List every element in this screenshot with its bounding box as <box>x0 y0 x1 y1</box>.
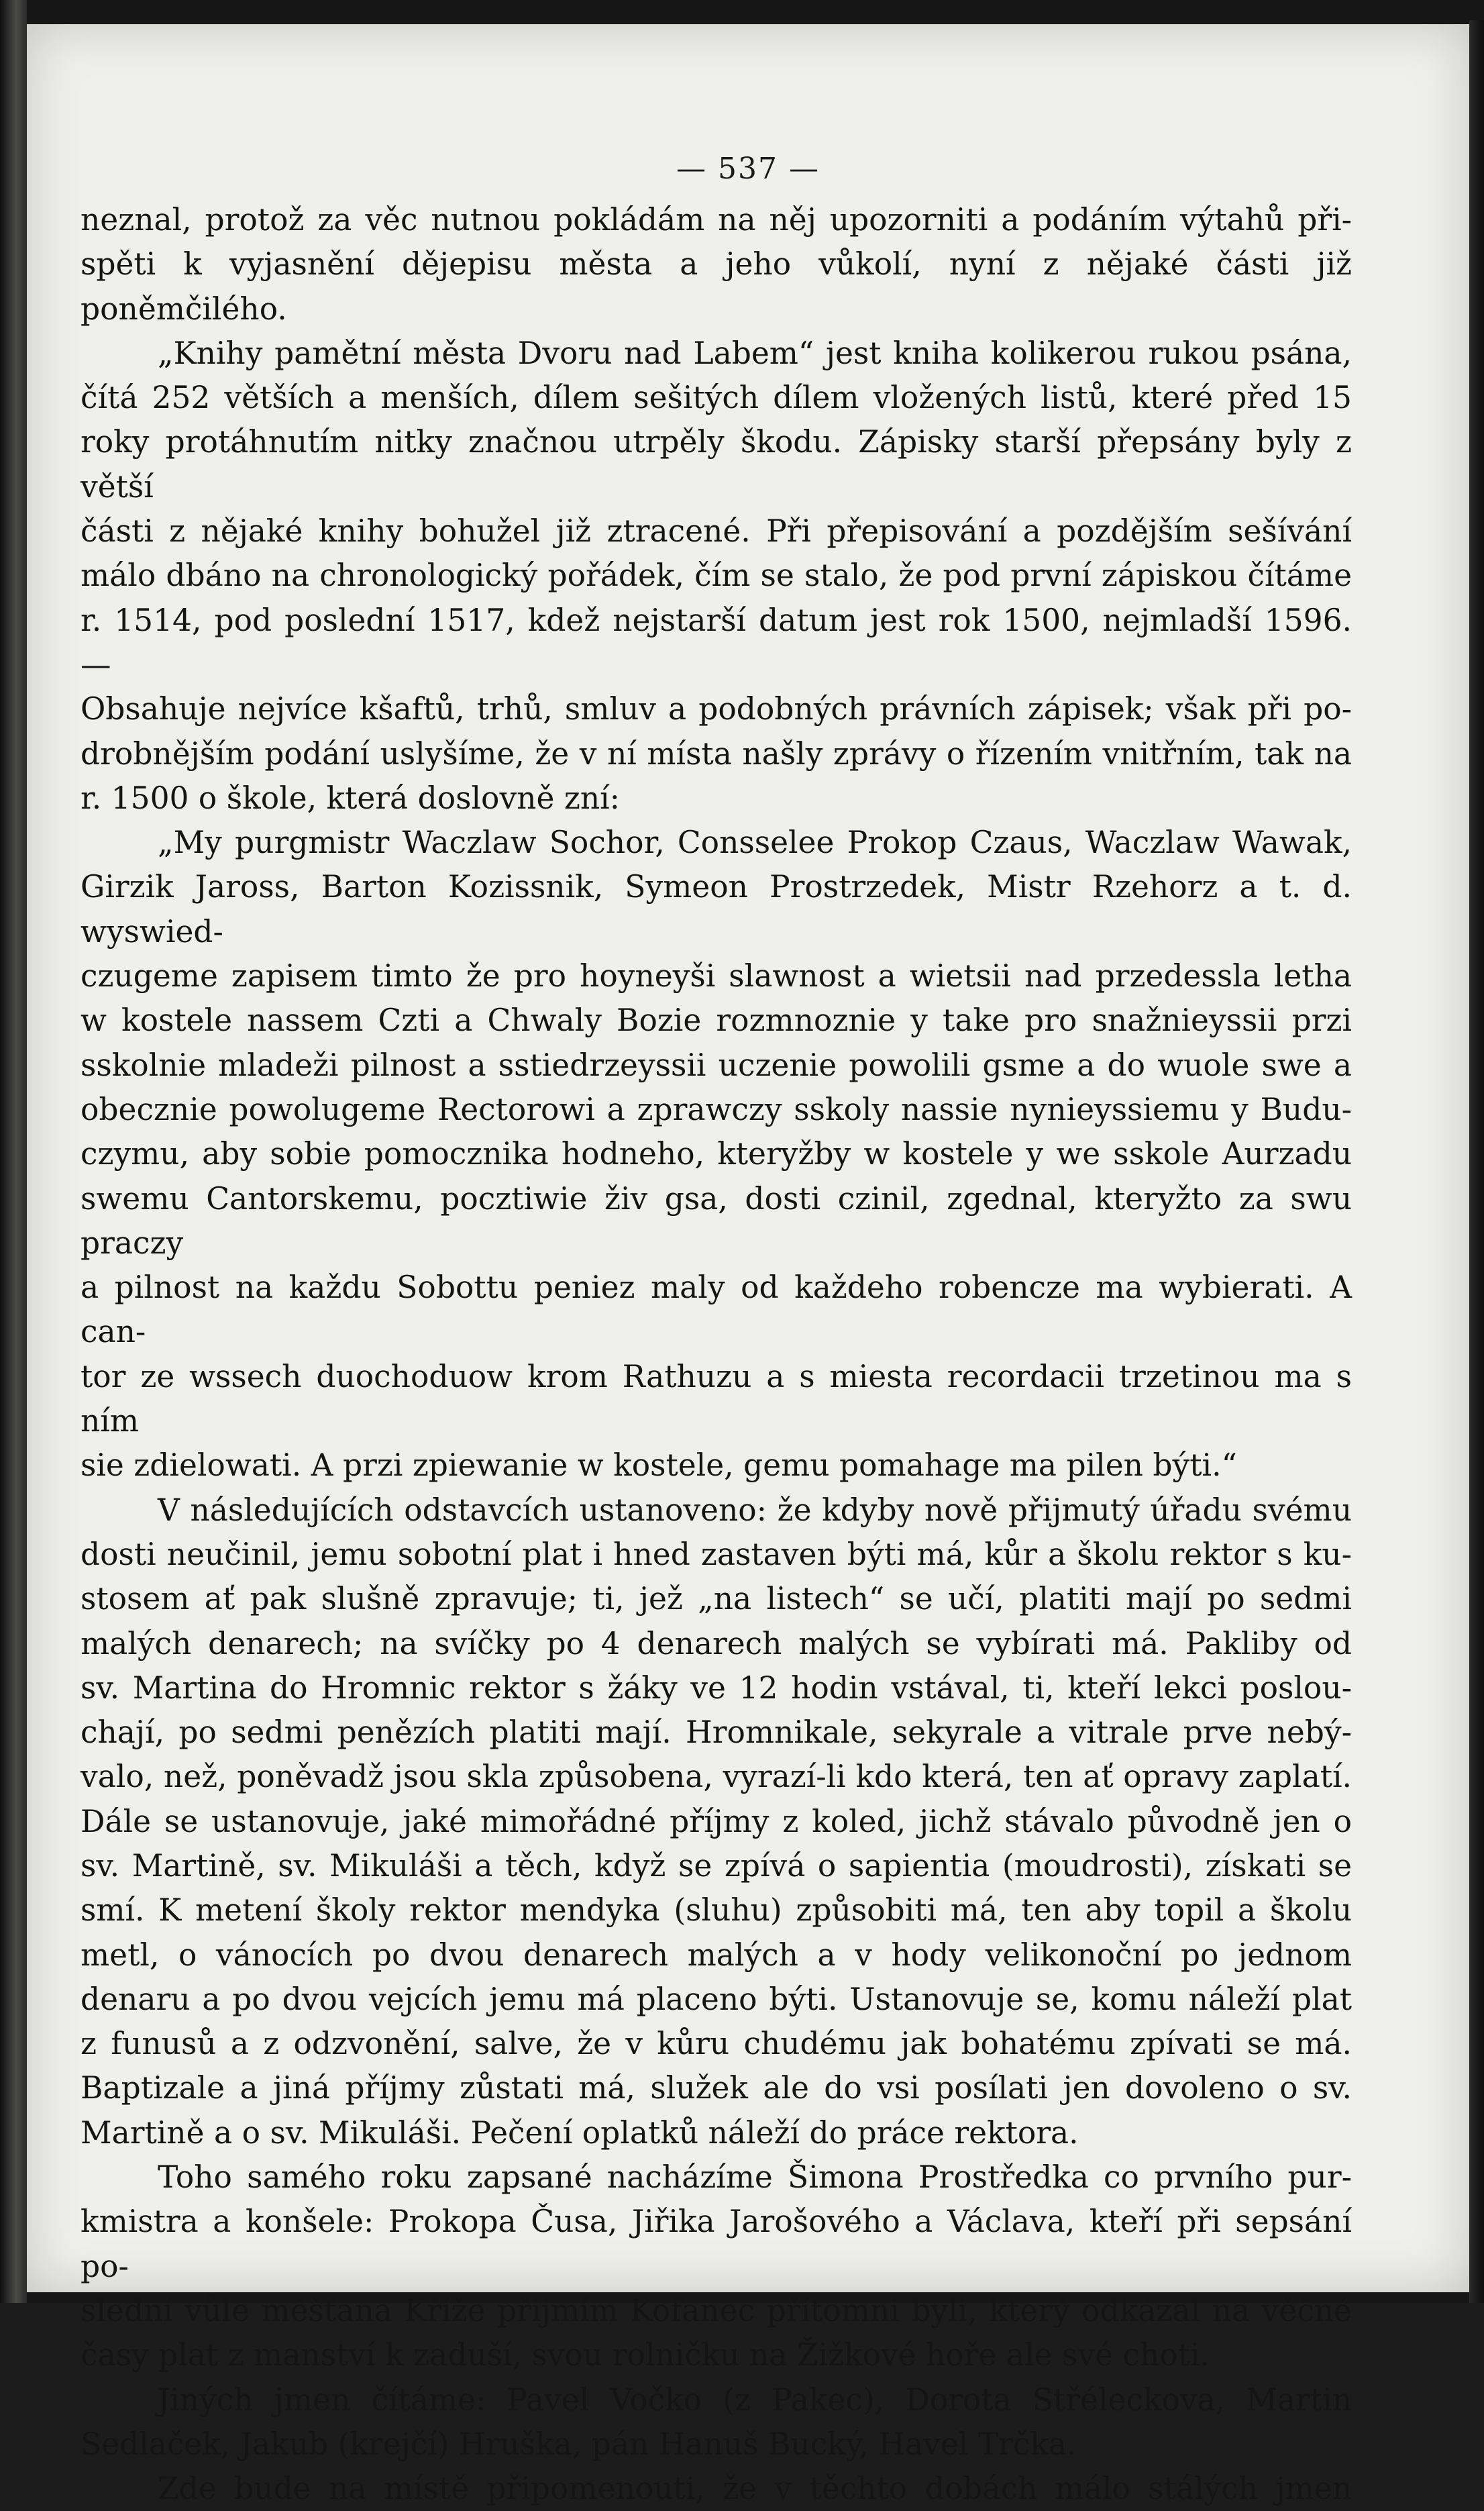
text-line: tor ze wssech duochoduow krom Rathuzu a s miesta recordacii trzetinou ma s ním <box>81 1358 1352 1439</box>
text-line: Baptizale a jiná příjmy zůstati má, služek ale do vsi posílati jen dovoleno o sv. <box>81 2070 1352 2106</box>
text-line: Jiných jmen čítáme: Pavel Vočko (z Pakec), Dorota Střéleckova, Martin <box>158 2381 1352 2418</box>
text-line: spěti k vyjasnění dějepisu města a jeho vůkolí, nyní z nějaké části již poněmčilého. <box>81 246 1352 327</box>
text-line: czugeme zapisem timto že pro hoyneyši slawnost a wietsii nad przedessla letha <box>81 958 1352 994</box>
text-line: neznal, protož za věc nutnou pokládám na něj upozorniti a podáním výtahů při- <box>81 202 1352 238</box>
page-number: — 537 — <box>676 152 820 186</box>
text-line: Martině a o sv. Mikuláši. Pečení oplatků náleží do práce rektora. <box>81 2114 1079 2151</box>
text-line: „Knihy pamětní města Dvoru nad Labem“ jest kniha kolikerou rukou psána, <box>158 335 1352 371</box>
text-line: czymu, aby sobie pomocznika hodneho, kteryžby w kostele y we sskole Aurzadu <box>81 1136 1352 1172</box>
text-line: Zde bude na místě připomenouti, že v těchto dobách málo stálých jmen <box>158 2471 1352 2507</box>
text-line: sskolnie mladeži pilnost a sstiedrzeyssii uczenie powolili gsme a do wuole swe a <box>81 1047 1352 1083</box>
text-line: „My purgmistr Waczlaw Sochor, Consselee Prokop Czaus, Waczlaw Wawak, <box>158 825 1352 861</box>
text-line: sie zdielowati. A przi zpiewanie w kostele, gemu pomahage ma pilen býti.“ <box>81 1447 1237 1484</box>
text-line: malých denarech; na svíčky po 4 denarech malých se vybírati má. Pakliby od <box>81 1625 1352 1661</box>
text-line: drobnějším podání uslyšíme, že v ní místa našly zprávy o řízením vnitřním, tak na <box>81 735 1352 772</box>
text-line: stosem ať pak slušně zpravuje; ti, jež „na listech“ se učí, platiti mají po sedmi <box>81 1581 1352 1617</box>
text-line: sv. Martina do Hromnic rektor s žáky ve 12 hodin vstával, ti, kteří lekci poslou- <box>81 1670 1352 1706</box>
text-line: roky protáhnutím nitky značnou utrpěly škodu. Zápisky starší přepsány byly z větší <box>81 424 1352 505</box>
text-line: části z nějaké knihy bohužel již ztracené. Při přepisování a pozdějším sešívání <box>81 513 1352 550</box>
binding-edge <box>0 0 27 2303</box>
text-line: čítá 252 větších a menších, dílem sešitých dílem vložených listů, které před 15 <box>81 380 1352 416</box>
page-edge-shadow <box>1469 20 1484 2303</box>
text-line: sv. Martině, sv. Mikuláši a těch, když se zpívá o sapientia (moudrosti), získati se <box>81 1847 1352 1884</box>
text-line: kmistra a konšele: Prokopa Čusa, Jiřika Jarošového a Václava, kteří při sepsání po- <box>81 2204 1352 2284</box>
text-line: Toho samého roku zapsané nacházíme Šimona Prostředka co prvního pur- <box>158 2159 1352 2196</box>
text-line: denaru a po dvou vejcích jemu má placeno býti. Ustanovuje se, komu náleží plat <box>81 1981 1352 2017</box>
text-line: dosti neučinil, jemu sobotní plat i hned zastaven býti má, kůr a školu rektor s ku- <box>81 1536 1352 1572</box>
text-line: Dále se ustanovuje, jaké mimořádné příjmy z koled, jichž stávalo původně jen o <box>81 1803 1352 1839</box>
text-line: swemu Cantorskemu, pocztiwie živ gsa, dosti czinil, zgednal, kteryžto za swu praczy <box>81 1180 1352 1261</box>
text-line: a pilnost na každu Sobottu peniez maly od každeho robencze ma wybierati. A can- <box>81 1270 1352 1350</box>
text-line: časy plat z manství k zaduší, svou rolničku na Žižkové hoře ale své choti. <box>81 2337 1210 2373</box>
text-line: valo, než, poněvadž jsou skla způsobena, vyrazí-li kdo která, ten ať opravy zaplatí. <box>81 1759 1352 1795</box>
text-line: V následujících odstavcích ustanoveno: že kdyby nově přijmutý úřadu svému <box>158 1492 1352 1528</box>
text-line: r. 1500 o škole, která doslovně zní: <box>81 780 621 816</box>
text-line: Sedlaček, Jakub (krejčí) Hruška, pán Hanuš Bucký, Havel Trčka. <box>81 2426 1077 2462</box>
text-line: Obsahuje nejvíce kšaftů, trhů, smluv a podobných právních zápisek; však při po- <box>81 691 1352 727</box>
text-line: r. 1514, pod poslední 1517, kdež nejstarší datum jest rok 1500, nejmladší 1596. — <box>81 602 1352 682</box>
text-line: málo dbáno na chronologický pořádek, čím se stalo, že pod první zápiskou čítáme <box>81 558 1352 594</box>
text-line: obecznie powolugeme Rectorowi a zprawczy sskoly nassie nynieyssiemu y Budu- <box>81 1091 1352 1127</box>
text-line: metl, o vánocích po dvou denarech malých a v hody velikonoční po jednom <box>81 1937 1352 1973</box>
body-text <box>81 198 1352 2511</box>
text-line: slední vůle měšťana Kříže přijmím Kofanec přítomni byli, který odkázal na věčné <box>81 2292 1352 2328</box>
text-line: z funusů a z odzvonění, salve, že v kůru chudému jak bohatému zpívati se má. <box>81 2026 1352 2062</box>
text-line: chají, po sedmi penězích platiti mají. Hromnikale, sekyrale a vitrale prve nebý- <box>81 1714 1352 1751</box>
text-line: w kostele nassem Czti a Chwaly Bozie rozmnoznie y take pro snažnieyssii przi <box>81 1003 1352 1039</box>
text-line: smí. K metení školy rektor mendyka (sluhu) způsobiti má, ten aby topil a školu <box>81 1892 1352 1929</box>
text-line: Girzik Jaross, Barton Kozissnik, Symeon Prostrzedek, Mistr Rzehorz a t. d. wyswied- <box>81 869 1352 950</box>
